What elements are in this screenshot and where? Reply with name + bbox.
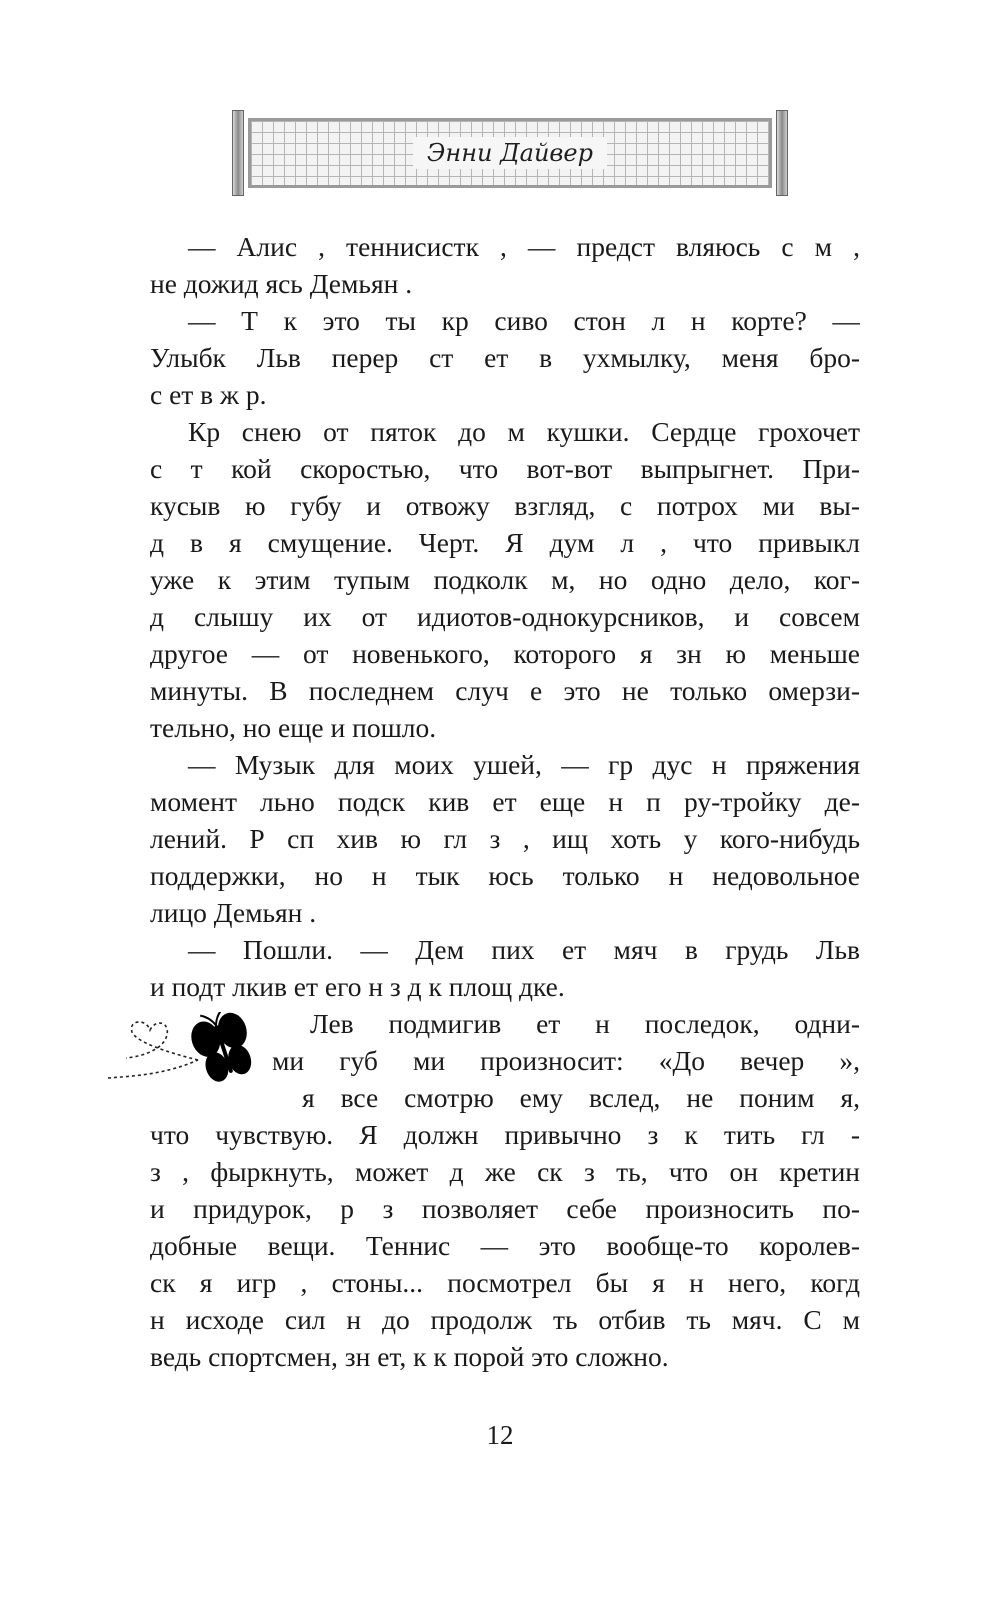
text-line: с т кой скоростью, что вот-вот выпрыгнет. При-: [150, 453, 860, 484]
text-line: д слышу их от идиотов-однокурсников, и совсем: [150, 601, 860, 632]
text-line: момент льно подск кив ет еще н п ру-тройку де-: [150, 786, 860, 817]
text-line: д в я смущение. Черт. Я дум л , что привыкл: [150, 527, 860, 558]
text-line: с ет в ж р.: [150, 379, 267, 410]
text-line: и подт лкив ет его н з д к площ дке.: [150, 971, 565, 1002]
text-line: Лев подмигив ет н последок, одни-: [310, 1008, 860, 1039]
text-line: — Алис , теннисистк , — предст вляюсь с м ,: [188, 231, 860, 262]
text-line: — Пошли. — Дем пих ет мяч в грудь Льв: [188, 934, 860, 965]
text-line: ми губ ми произносит: «До вечер »,: [272, 1045, 860, 1076]
text-line: добные вещи. Теннис — это вообще-то королев-: [150, 1230, 860, 1261]
running-header-author: Энни Дайвер: [413, 137, 607, 169]
net-post-left: [232, 110, 244, 196]
text-line: и придурок, р з позволяет себе произносить по-: [150, 1193, 860, 1224]
page-number: 12: [486, 1420, 514, 1450]
text-line: з , фыркнуть, может д же ск з ть, что он кретин: [150, 1156, 860, 1187]
text-line: не дожид ясь Демьян .: [150, 268, 413, 299]
text-line: ведь спортсмен, зн ет, к к порой это сложно.: [150, 1341, 669, 1372]
header-net-banner: [232, 110, 788, 196]
text-line: я все смотрю ему вслед, не поним я,: [302, 1082, 860, 1113]
text-line: тельно, но еще и пошло.: [150, 712, 437, 743]
net-post-right: [776, 110, 788, 196]
text-line: ск я игр , стоны... посмотрел бы я н него, когд: [150, 1267, 860, 1298]
text-line: кусыв ю губу и отвожу взгляд, с потрох ми вы-: [150, 490, 860, 521]
text-line: лений. Р сп хив ю гл з , ищ хоть у кого-нибудь: [150, 823, 860, 854]
text-line: что чувствую. Я должн привычно з к тить гл -: [150, 1119, 860, 1150]
text-line: — Музык для моих ушей, — гр дус н пряжения: [188, 749, 860, 780]
text-line: н исходе сил н до продолж ть отбив ть мяч. С м: [150, 1304, 860, 1335]
body-text: [150, 228, 860, 1375]
text-line: уже к этим тупым подколк м, но одно дело, ког-: [150, 564, 860, 595]
text-line: другое — от новенького, которого я зн ю меньше: [150, 638, 860, 669]
text-line: лицо Демьян .: [150, 897, 317, 928]
text-line: поддержки, но н тык юсь только н недовольное: [150, 860, 860, 891]
butterfly-icon: [106, 1012, 266, 1092]
text-line: — Т к это ты кр сиво стон л н корте? —: [188, 305, 860, 336]
text-line: Кр снею от пяток до м кушки. Сердце грохочет: [188, 416, 860, 447]
text-line: минуты. В последнем случ е это не только омерзи-: [150, 675, 860, 706]
text-line: Улыбк Льв перер ст ет в ухмылку, меня бро-: [150, 342, 860, 373]
